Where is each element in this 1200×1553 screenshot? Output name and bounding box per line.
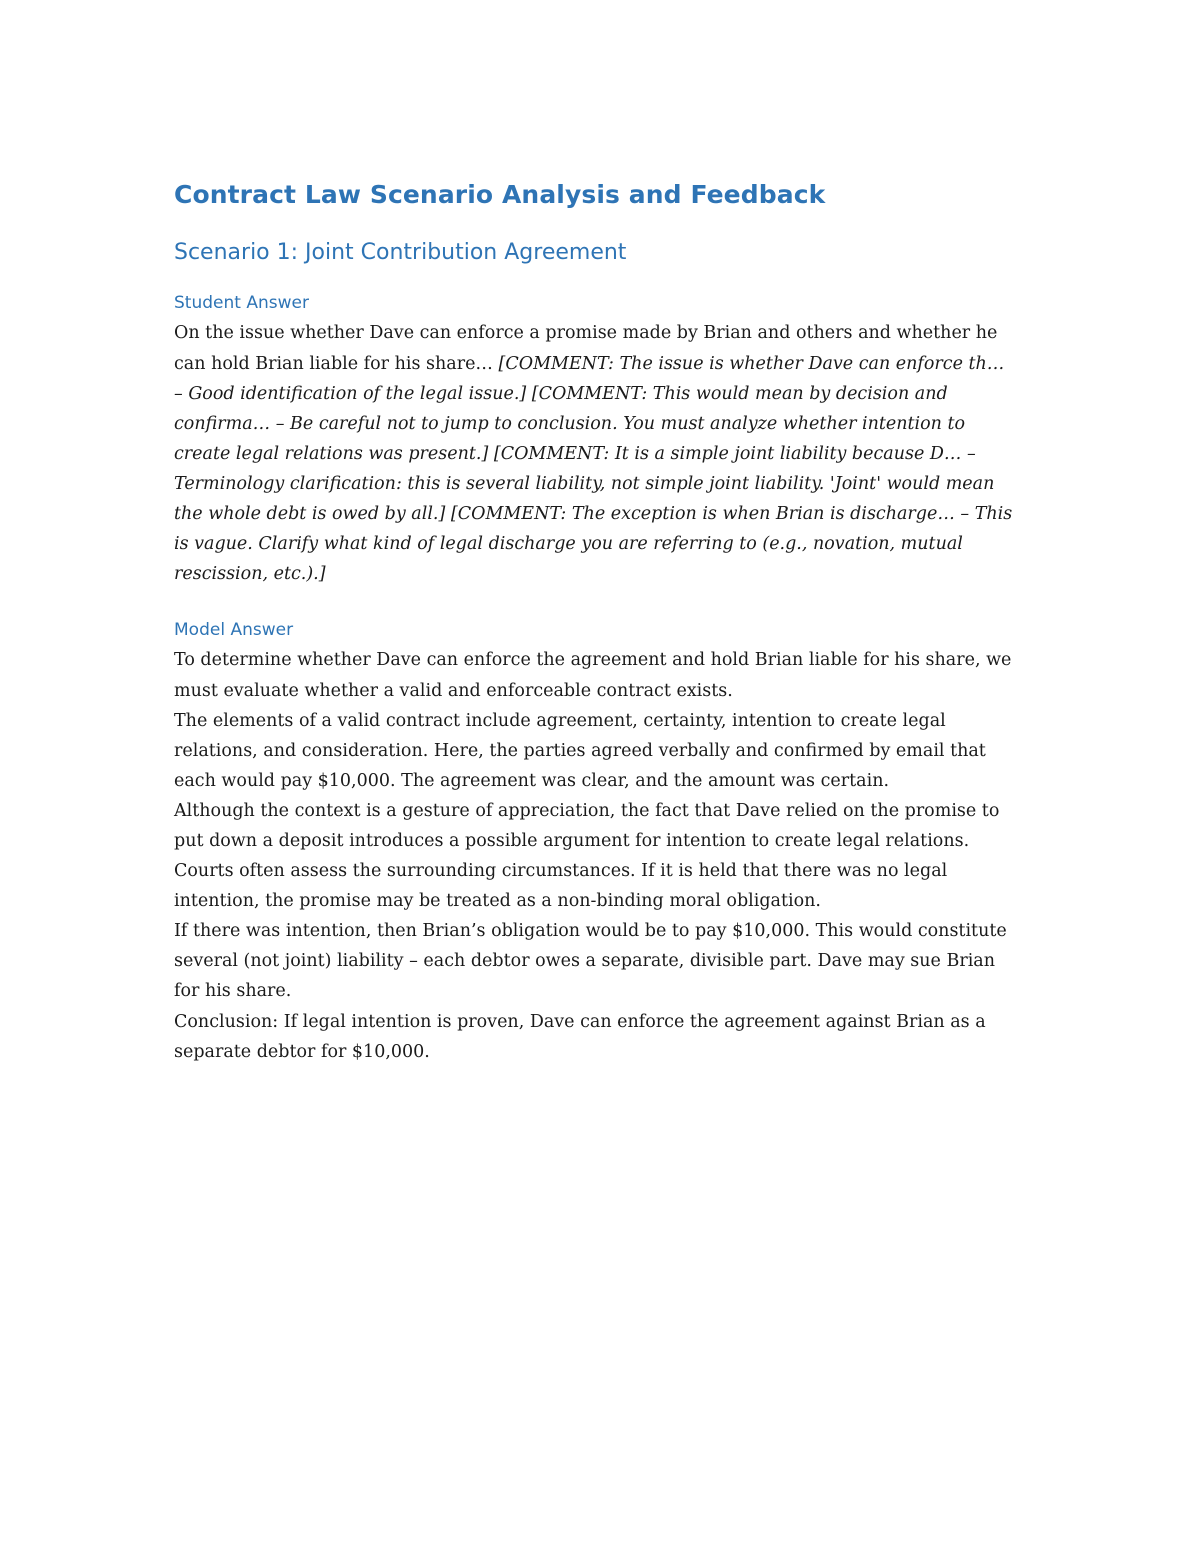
model-answer-paragraph: Although the context is a gesture of appreciation, the fact that Dave relied on the promise to put down a deposit introduces a possible argument for intention to create legal relations. Courts often assess the surrounding circumstances. If it is held that there was no legal intention, the promise may be treated as a non-binding moral obligation.	[174, 800, 1000, 912]
model-answer-paragraph: Conclusion: If legal intention is proven, Dave can enforce the agreement against Brian as a separate debtor for $10,000.	[174, 1011, 986, 1062]
model-answer-section	[174, 619, 1014, 1066]
student-answer-lead: On the issue whether Dave can enforce a promise made by Brian and others and whether he can hold Brian liable for his share…	[174, 323, 998, 374]
document-body	[174, 180, 1014, 1067]
student-answer-section	[174, 292, 1014, 589]
model-answer-paragraph: The elements of a valid contract include agreement, certainty, intention to create legal relations, and consideration. Here, the parties agreed verbally and confirmed by email that each would pay $10,000. The agreement was clear, and the amount was certain.	[174, 710, 986, 791]
scenario-heading: Scenario 1: Joint Contribution Agreement	[174, 240, 627, 265]
model-answer-paragraph: If there was intention, then Brian’s obligation would be to pay $10,000. This would constitute several (not joint) liability – each debtor owes a separate, divisible part. Dave may sue Brian for his share.	[174, 921, 1007, 1002]
student-answer-heading: Student Answer	[174, 293, 309, 314]
model-answer-paragraph: To determine whether Dave can enforce the agreement and hold Brian liable for his share, we must evaluate whether a valid and enforceable contract exists.	[174, 650, 1012, 701]
model-answer-heading: Model Answer	[174, 620, 294, 641]
student-answer-text	[174, 318, 1014, 589]
student-answer-comments: [COMMENT: The issue is whether Dave can enforce th… – Good identification of the legal issue.] [COMMENT: This would mean by decision and confirma… – Be careful not to jump to conclusion. You must analyze whether intention to create legal relations was present.] [COMMENT: It is a simple joint liability because D… – Terminology clarification: this is several liability, not simple joint liability. 'Joint' would mean the whole debt is owed by all.] [COMMENT: The exception is when Brian is discharge… – This is vague. Clarify what kind of legal discharge you are referring to (e.g., novation, mutual rescission, etc.).]	[174, 353, 1013, 585]
page-title: Contract Law Scenario Analysis and Feedback	[174, 180, 826, 209]
